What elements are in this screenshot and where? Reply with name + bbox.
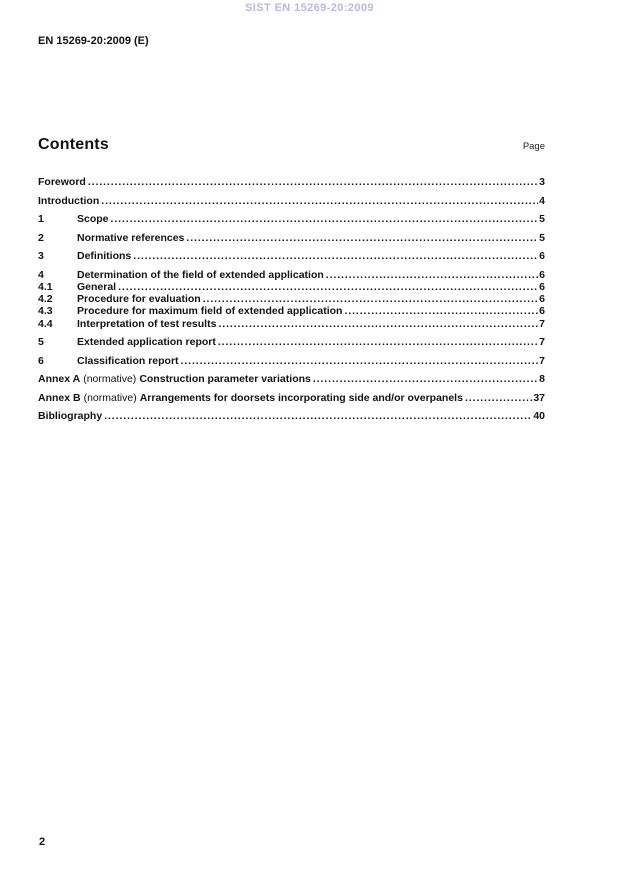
toc-entry-number: 4.3: [38, 305, 53, 318]
toc-entry: [38, 355, 545, 367]
toc-entry-title: General: [77, 280, 117, 293]
toc-entry-page: 6: [539, 250, 545, 262]
toc-entry: [38, 269, 545, 281]
toc-entry-title: Construction parameter variations: [139, 373, 311, 386]
toc-entry-number: 4.4: [38, 317, 53, 330]
toc-entry-title: Normative references: [77, 231, 185, 244]
toc-entry-page: 6: [539, 268, 545, 281]
toc-entry-number: 4.1: [38, 280, 53, 293]
toc-dot-leader: [218, 318, 538, 330]
toc-dot-leader: [465, 392, 532, 404]
toc-dot-leader: [104, 410, 532, 422]
toc-entry-prefix: Annex B: [38, 391, 81, 404]
toc-entry-number: 5: [38, 336, 44, 349]
toc-entry-page: 8: [539, 373, 545, 386]
page-column-label: Page: [522, 141, 545, 152]
toc-entry-prefix: Annex A: [38, 373, 81, 386]
toc-entry-annotation: (normative): [83, 391, 137, 404]
toc-entry: [38, 232, 545, 244]
toc-entry-number: 4.2: [38, 293, 53, 306]
toc-entry-title: Foreword: [38, 176, 86, 188]
document-reference: EN 15269-20:2009 (E): [38, 35, 149, 47]
toc-dot-leader: [326, 269, 538, 281]
toc-entry-annotation: (normative): [83, 373, 137, 386]
toc-entry: [38, 281, 545, 293]
toc-entry-number: 3: [38, 250, 44, 262]
toc-entry-title: Introduction: [38, 194, 100, 207]
toc-entry-title: Interpretation of test results: [77, 317, 217, 330]
toc-entry: [38, 305, 545, 317]
toc-entry-title: Procedure for evaluation: [77, 293, 201, 306]
toc-entry-number: 4: [38, 268, 44, 281]
toc-entry-title: Definitions: [77, 250, 132, 262]
toc-entry: [38, 293, 545, 305]
toc-entry-page: 7: [539, 317, 545, 330]
toc-entry: [38, 213, 545, 225]
toc-entry-title: Determination of the field of extended application: [77, 268, 324, 281]
toc-entry: [38, 318, 545, 330]
toc-entry: [38, 195, 545, 207]
toc-entry: [38, 250, 545, 262]
toc-entry-page: 5: [539, 231, 545, 244]
toc-entry-title: Bibliography: [38, 410, 103, 423]
toc-entry-number: 6: [38, 354, 44, 367]
toc-dot-leader: [203, 293, 538, 305]
toc-entry-title: Scope: [77, 213, 109, 225]
toc-entry-page: 6: [539, 305, 545, 318]
toc-entry-title: Extended application report: [77, 336, 216, 349]
toc-dot-leader: [118, 281, 538, 293]
contents-heading: Contents: [38, 136, 109, 153]
contents-header: [38, 136, 545, 154]
toc-dot-leader: [344, 305, 538, 317]
toc-entry-number: 2: [38, 231, 44, 244]
toc-dot-leader: [181, 355, 539, 367]
toc-entry-page: 37: [533, 391, 545, 404]
toc-entry: [38, 336, 545, 348]
toc-entry: [38, 176, 545, 188]
toc-entry-page: 7: [539, 336, 545, 349]
toc-dot-leader: [111, 213, 539, 225]
toc-dot-leader: [313, 373, 538, 385]
toc-entry-page: 3: [539, 176, 545, 188]
toc-entry-title: Classification report: [77, 354, 179, 367]
toc-entry: [38, 373, 545, 385]
toc-entry: [38, 392, 545, 404]
toc-entry-title: Arrangements for doorsets incorporating side and/or overpanels: [139, 391, 463, 404]
toc-dot-leader: [88, 176, 538, 188]
toc-dot-leader: [101, 195, 538, 207]
standard-watermark: SIST EN 15269-20:2009: [245, 2, 374, 14]
toc-entry-page: 6: [539, 293, 545, 306]
toc-entry-page: 5: [539, 213, 545, 225]
toc-dot-leader: [186, 232, 538, 244]
toc-entry-page: 4: [539, 194, 545, 207]
toc-dot-leader: [218, 336, 538, 348]
toc-entry: [38, 410, 545, 422]
toc-dot-leader: [133, 250, 538, 262]
toc-entry-number: 1: [38, 213, 44, 225]
toc-entry-page: 6: [539, 280, 545, 293]
toc-entry-page: 7: [539, 354, 545, 367]
toc-entry-title: Procedure for maximum field of extended application: [77, 305, 343, 318]
footer-page-number: 2: [39, 836, 46, 848]
table-of-contents: [38, 176, 545, 422]
toc-entry-page: 40: [533, 410, 545, 423]
